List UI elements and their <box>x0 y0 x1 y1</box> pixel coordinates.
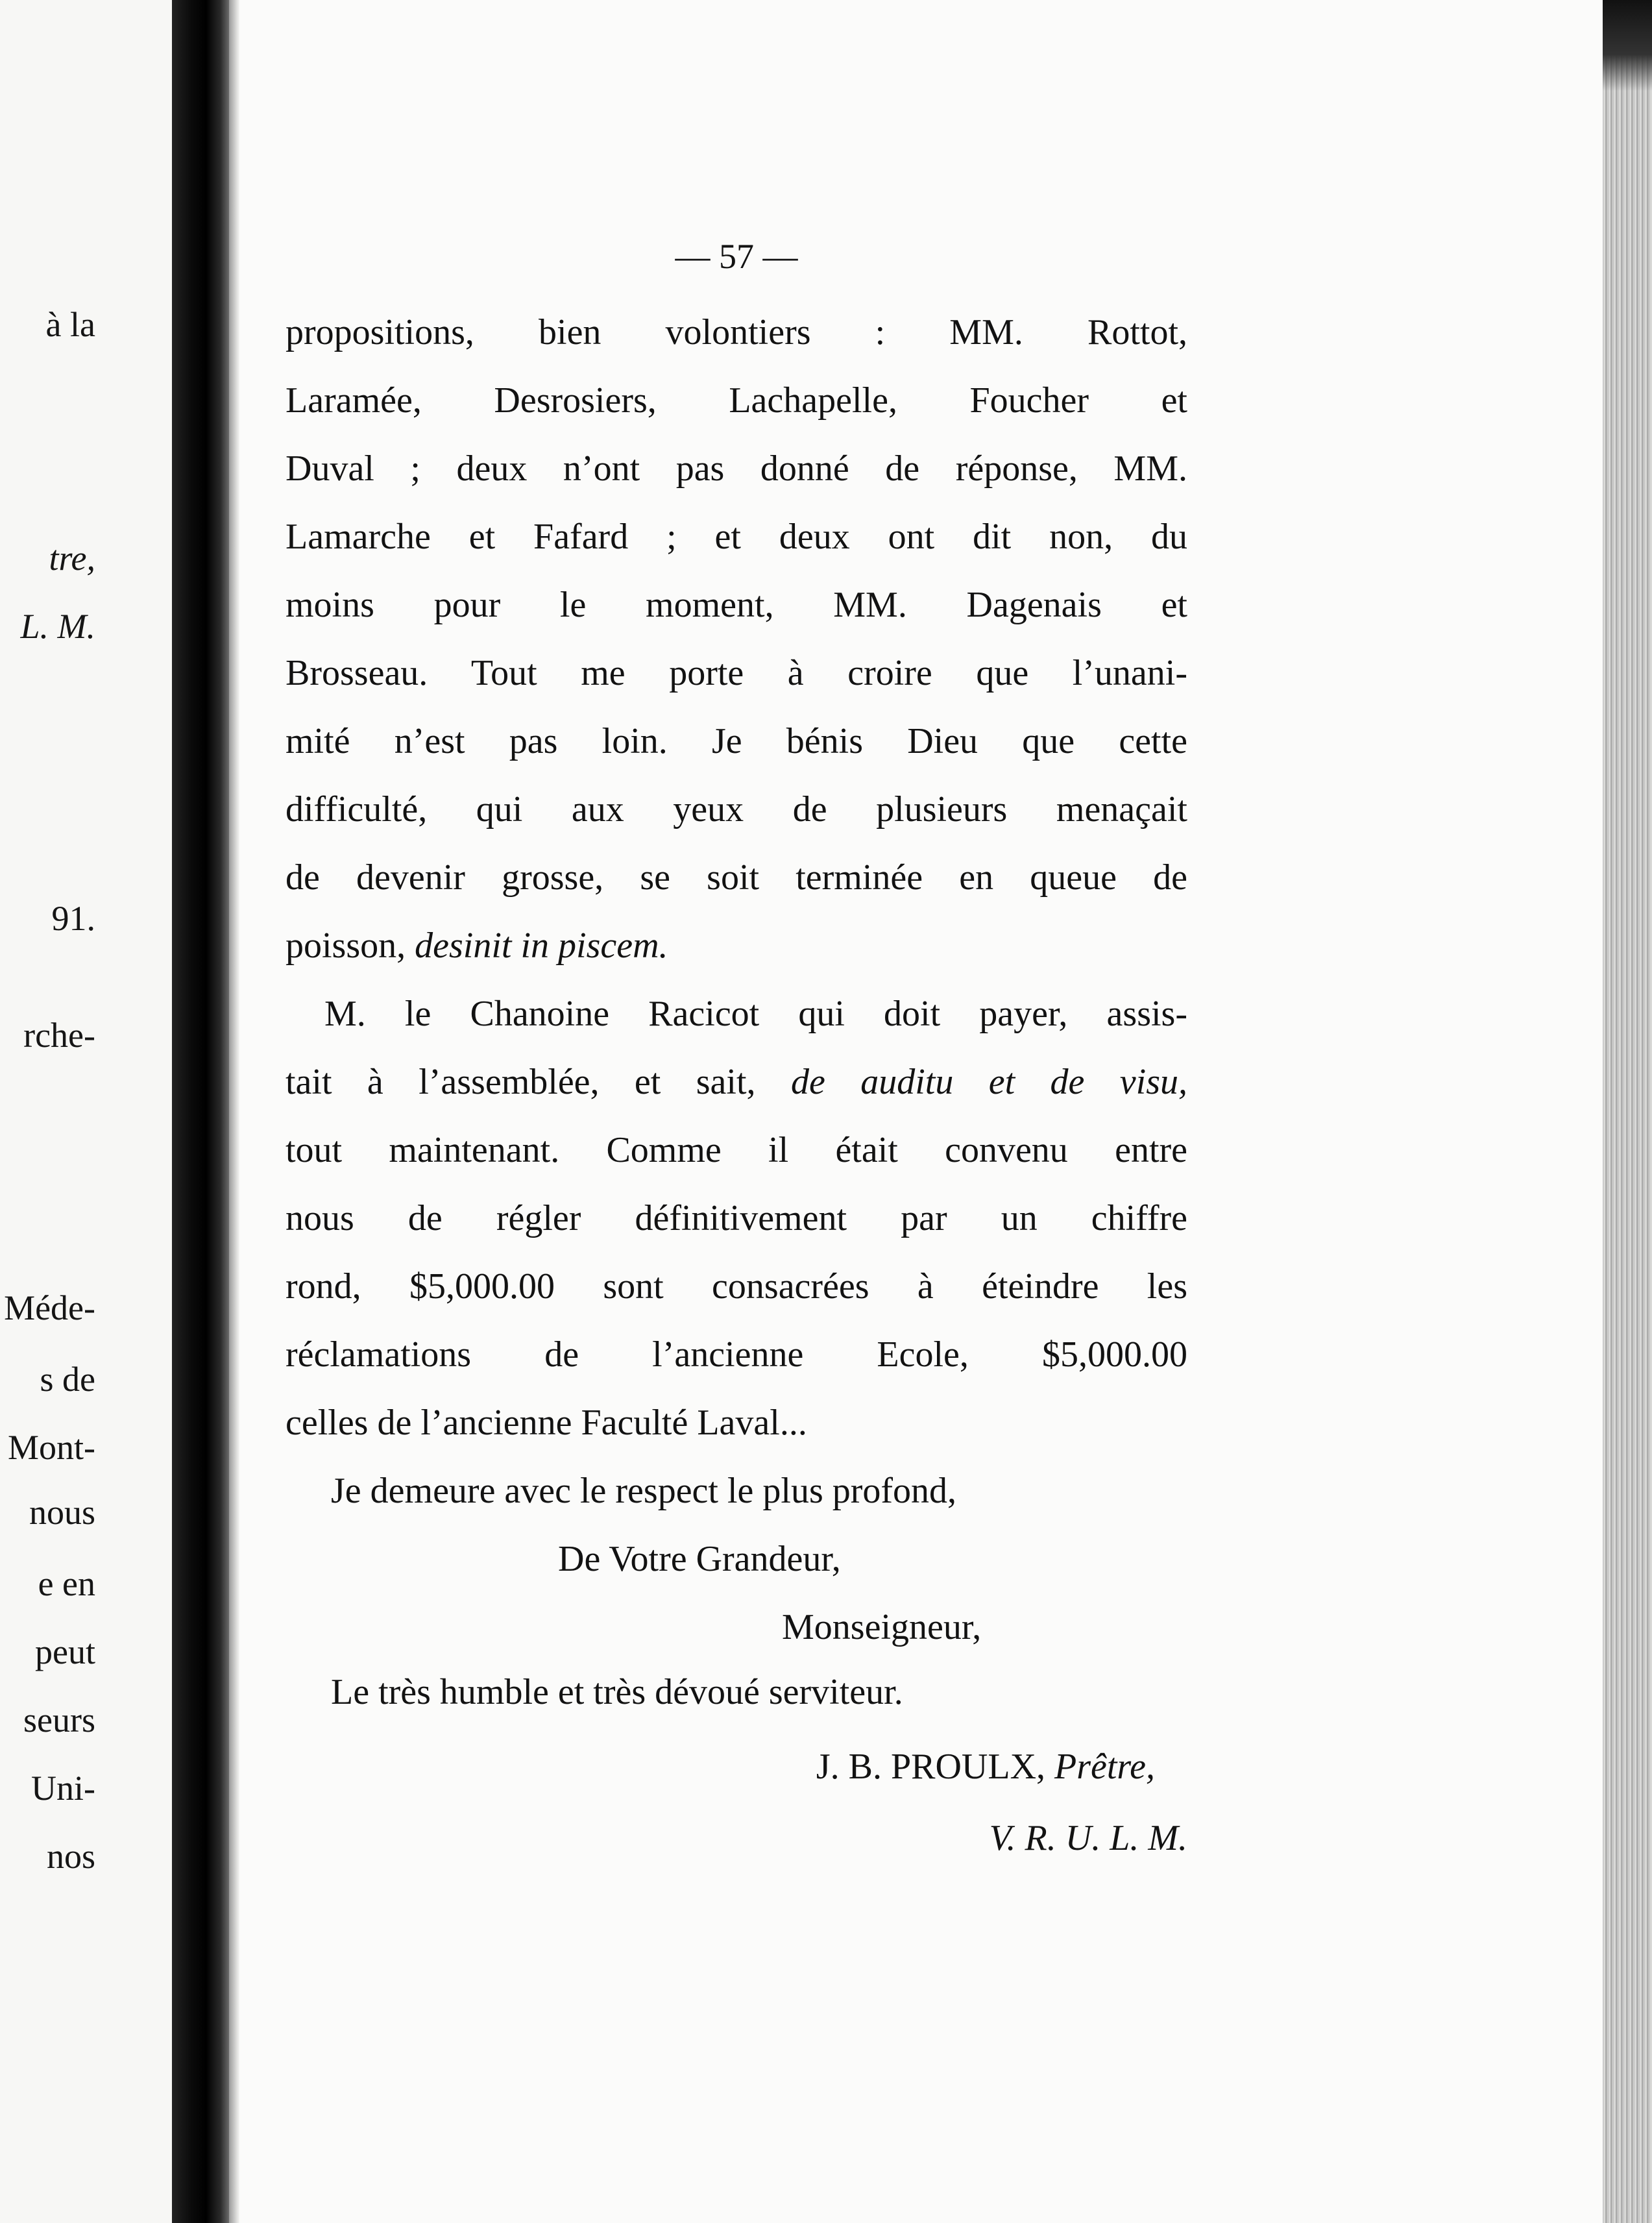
text-line: Lamarche et Fafard ; et deux ont dit non, du <box>285 517 1187 557</box>
text-line: Brosseau. Tout me porte à croire que l’unani- <box>285 653 1187 693</box>
text-line <box>285 912 1187 980</box>
text-line: Laramée, Desrosiers, Lachapelle, Foucher et <box>285 380 1187 421</box>
left-page-fragment <box>0 0 172 2223</box>
signature-name <box>816 1733 1155 1801</box>
left-page-line: nos <box>46 1837 95 1876</box>
text-line: propositions, bien volontiers : MM. Rottot, <box>285 312 1187 352</box>
closing-monseigneur: Monseigneur, <box>782 1607 982 1647</box>
text-line: celles de l’ancienne Faculté Laval... <box>285 1403 807 1443</box>
text-line: Duval ; deux n’ont pas donné de réponse, MM. <box>285 448 1187 489</box>
right-page <box>285 234 1187 1921</box>
text-line: rond, $5,000.00 sont consacrées à éteindre les <box>285 1266 1187 1307</box>
left-page-line: peut <box>35 1632 95 1671</box>
closing-grandeur: De Votre Grandeur, <box>558 1539 841 1579</box>
left-page-line: Mont- <box>8 1428 95 1467</box>
left-page-line: tre, <box>49 539 95 578</box>
text-run: poisson, <box>285 926 406 966</box>
book-gutter <box>172 0 229 2223</box>
left-page-line: à la <box>45 305 95 344</box>
left-page-line: seurs <box>23 1701 95 1739</box>
text-line: tout maintenant. Comme il était convenu entre <box>285 1130 1187 1170</box>
latin-phrase: de auditu et de visu, <box>790 1062 1188 1102</box>
closing-servant: Le très humble et très dévoué serviteur. <box>331 1672 903 1712</box>
signatory-office: V. R. U. L. M. <box>989 1818 1187 1858</box>
closing-respect: Je demeure avec le respect le plus profond, <box>331 1471 957 1511</box>
latin-phrase: desinit in piscem. <box>415 926 668 966</box>
letter-body <box>285 299 1187 1457</box>
left-page-line: nous <box>29 1493 95 1532</box>
text-line: difficulté, qui aux yeux de plusieurs menaçait <box>285 789 1187 829</box>
page-stack-edge <box>1603 0 1652 2223</box>
text-line: M. le Chanoine Racicot qui doit payer, assis- <box>324 994 1187 1034</box>
signatory-name: J. B. PROULX, <box>816 1747 1046 1787</box>
text-run: tait à l’assemblée, et sait, <box>285 1062 756 1102</box>
left-page-line: e en <box>38 1564 95 1603</box>
left-page-line: s de <box>40 1360 95 1399</box>
text-line: de devenir grosse, se soit terminée en queue de <box>285 857 1187 898</box>
left-page-line: L. M. <box>20 607 95 646</box>
left-page-line: 91. <box>51 899 95 938</box>
text-line: moins pour le moment, MM. Dagenais et <box>285 585 1187 625</box>
text-line: nous de régler définitivement par un chiffre <box>285 1198 1187 1238</box>
signatory-title: Prêtre, <box>1054 1747 1155 1787</box>
left-page-line: Uni- <box>31 1769 95 1808</box>
text-line: mité n’est pas loin. Je bénis Dieu que cette <box>285 721 1187 761</box>
left-page-line: Méde- <box>4 1288 95 1327</box>
page-number: — 57 — <box>675 237 798 276</box>
gutter-shadow <box>229 0 239 2223</box>
page-stack-shadow <box>1603 0 1652 91</box>
text-line <box>285 1048 1187 1116</box>
left-page-line: rche- <box>23 1016 95 1055</box>
text-line: réclamations de l’ancienne Ecole, $5,000.00 <box>285 1334 1187 1375</box>
